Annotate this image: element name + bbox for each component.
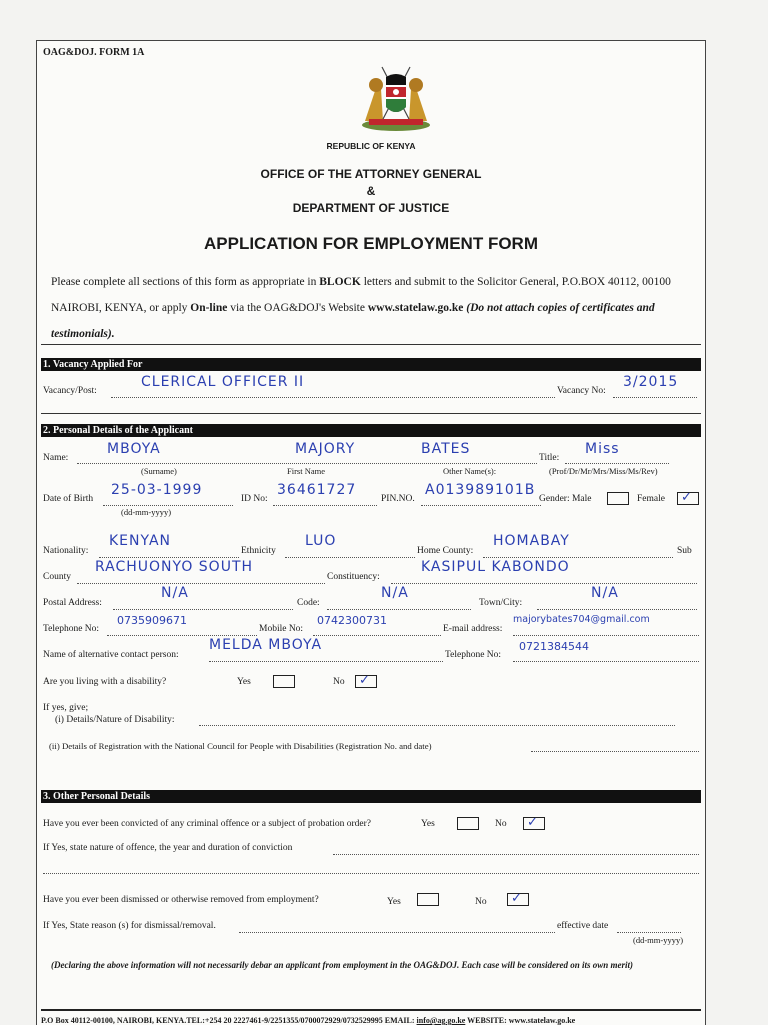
convicted-yes-label: Yes [421,819,435,829]
alt-contact-label: Name of alternative contact person: [43,650,179,660]
page-title: APPLICATION FOR EMPLOYMENT FORM [203,234,538,253]
ethnicity-field[interactable]: LUO [305,533,337,549]
form-number: OAG&DOJ. FORM 1A [43,47,145,58]
vacancy-no-field[interactable]: 3/2015 [623,374,679,390]
home-county-label: Home County: [417,546,474,556]
disability-registration-label: (ii) Details of Registration with the National Council for People with Disabilities (Registration No. and date) [49,741,432,751]
dismissed-question: Have you ever been dismissed or otherwise removed from employment? [43,895,319,905]
vacancy-no-label: Vacancy No: [557,386,606,396]
dob-field[interactable]: 25-03-1999 [111,482,203,498]
disability-details-field[interactable] [199,715,675,726]
other-names-field[interactable]: BATES [421,441,471,457]
town-field[interactable]: N/A [591,585,619,601]
female-checkbox[interactable] [677,492,699,505]
vacancy-post-field[interactable]: CLERICAL OFFICER II [141,374,305,390]
office-ampersand: & [366,184,376,198]
footer-email-link[interactable]: info@ag.go.ke [416,1016,466,1025]
checkmark-icon: ✓ [511,891,522,906]
section-personal-header: 2. Personal Details of the Applicant [41,424,701,437]
effective-date-label: effective date [557,921,609,931]
instructions: Please complete all sections of this form as appropriate in BLOCK letters and submit to the Solicitor General, P.O.BOX 40112, 00100 NAIROBI, KENYA, or apply On-line via the OAG&DOJ's Website www.statelaw.go.ke (Do not attach copies of certificates and testimonials). [51,276,671,340]
telephone-field[interactable]: 0735909671 [117,614,187,627]
code-label: Code: [297,598,320,608]
nationality-label: Nationality: [43,546,89,556]
email-line [513,625,699,636]
checkmark-icon: ✓ [359,673,370,688]
mobile-label: Mobile No: [259,624,304,634]
postal-address-field[interactable]: N/A [161,585,189,601]
if-yes-label: If yes, give; [43,703,89,713]
id-label: ID No: [241,494,268,504]
title-caption: (Prof/Dr/Mr/Mrs/Miss/Ms/Rev) [549,466,658,476]
male-checkbox[interactable] [607,492,629,505]
disability-yes-label: Yes [237,677,251,687]
checkmark-icon: ✓ [681,490,692,505]
county-label: County [43,572,71,582]
offence-details-field[interactable] [333,844,699,855]
dismissal-reason-field[interactable] [239,922,555,933]
email-label: E-mail address: [443,624,503,634]
convicted-no-checkbox[interactable] [523,817,545,830]
disability-registration-field[interactable] [531,741,699,752]
sub-label: Sub [677,546,692,556]
dismissed-yes-checkbox[interactable] [417,893,439,906]
office-title: OFFICE OF THE ATTORNEY GENERAL [260,167,482,181]
home-county-field[interactable]: HOMABAY [493,533,570,549]
dob-caption: (dd-mm-yyyy) [121,507,172,517]
female-label: Female [637,494,665,504]
disability-details-label: (i) Details/Nature of Disability: [55,715,175,725]
kenya-coat-of-arms-icon [359,61,433,133]
disability-yes-checkbox[interactable] [273,675,295,688]
disability-question: Are you living with a disability? [43,677,167,687]
disability-no-label: No [333,677,345,687]
alt-telephone-label: Telephone No: [445,650,502,660]
disability-no-checkbox[interactable] [355,675,377,688]
title-label: Title: [539,453,560,463]
divider [41,344,701,345]
postal-address-line [113,599,293,610]
town-label: Town/City: [479,598,523,608]
postal-address-label: Postal Address: [43,598,102,608]
code-field[interactable]: N/A [381,585,409,601]
other-names-caption: Other Name(s): [443,466,497,476]
offence-details-field-2[interactable] [43,863,699,874]
application-form-page [36,40,706,1025]
offence-details-label: If Yes, state nature of offence, the year and duration of conviction [43,843,293,853]
dismissal-reason-label: If Yes, State reason (s) for dismissal/removal. [43,921,216,931]
convicted-question: Have you ever been convicted of any criminal offence or a subject of probation order? [43,819,371,829]
vacancy-post-label: Vacancy/Post: [43,386,97,396]
department-title: DEPARTMENT OF JUSTICE [292,201,450,215]
id-field[interactable]: 36461727 [277,482,357,498]
republic-label: REPUBLIC OF KENYA [326,141,416,151]
alt-contact-field[interactable]: MELDA MBOYA [209,637,323,653]
dismissed-no-checkbox[interactable] [507,893,529,906]
county-field[interactable]: RACHUONYO SOUTH [95,559,254,575]
convicted-yes-checkbox[interactable] [457,817,479,830]
dob-label: Date of Birth [43,494,94,504]
declaration-note: (Declaring the above information will not necessarily debar an applicant from employment in the OAG&DOJ. Each case will be considered on its own merit) [51,960,634,970]
first-name-caption: First Name [287,466,326,476]
section-vacancy-header: 1. Vacancy Applied For [41,358,701,371]
effective-date-caption: (dd-mm-yyyy) [633,935,684,945]
gender-label: Gender: Male [539,494,592,504]
email-field[interactable]: majorybates704@gmail.com [513,614,650,625]
nationality-field[interactable]: KENYAN [109,533,172,549]
mobile-field[interactable]: 0742300731 [317,614,387,627]
alt-telephone-field[interactable]: 0721384544 [519,640,589,653]
checkmark-icon: ✓ [527,815,538,830]
effective-date-field[interactable] [617,922,681,933]
dismissed-no-label: No [475,897,487,907]
divider [41,413,701,414]
pin-field[interactable]: A013989101B [425,482,536,498]
surname-caption: (Surname) [141,466,177,476]
ethnicity-label: Ethnicity [241,546,276,556]
dismissed-yes-label: Yes [387,897,401,907]
footer-contact: P.O Box 40112-00100, NAIROBI, KENYA.TEL:+254 20 2227461-9/2251355/0700072929/0732529995 EMAIL: info@ag.go.ke WEBSITE: www.statelaw.go.ke [41,1009,701,1025]
convicted-no-label: No [495,819,507,829]
first-name-field[interactable]: MAJORY [295,441,356,457]
section-other-header: 3. Other Personal Details [41,790,701,803]
name-label: Name: [43,453,69,463]
surname-field[interactable]: MBOYA [107,441,161,457]
title-field[interactable]: Miss [585,441,620,457]
constituency-field[interactable]: KASIPUL KABONDO [421,559,570,575]
pin-label: PIN.NO. [381,494,415,504]
telephone-label: Telephone No: [43,624,100,634]
constituency-label: Constituency: [327,572,380,582]
